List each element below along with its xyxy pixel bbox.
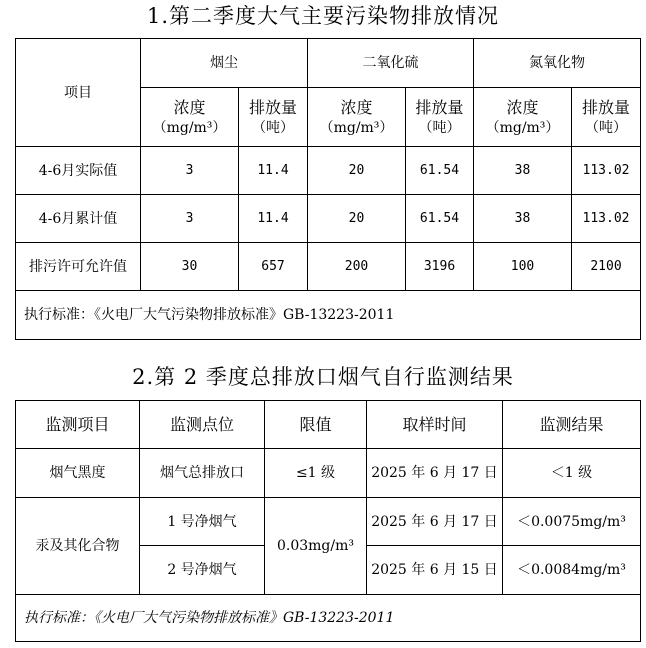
header-item: 监测项目 [16,401,140,449]
group-header-so2: 二氧化硫 [308,39,474,88]
group-header-dust: 烟尘 [141,39,308,88]
cell: 3 [141,147,239,195]
cell-item: 烟气黑度 [16,449,140,498]
cell-time: 2025 年 6 月 17 日 [367,449,503,498]
cell-result: ＜0.0084mg/m³ [503,546,641,595]
cell: 113.02 [572,147,641,195]
standard-note: 执行标准：《火电厂大气污染物排放标准》GB-13223-2011 [16,291,641,340]
header-point: 监测点位 [140,401,265,449]
cell-limit: ≤1 级 [265,449,367,498]
cell-result: ＜1 级 [503,449,641,498]
cell: 113.02 [572,195,641,243]
emissions-table [15,38,641,340]
table-row [16,498,641,546]
header-limit: 限值 [265,401,367,449]
cell-time: 2025 年 6 月 15 日 [367,546,503,595]
header-result: 监测结果 [503,401,641,449]
cell-point: 烟气总排放口 [140,449,265,498]
emis-header-dust: 排放量 （吨） [239,88,308,147]
cell: 61.54 [406,195,474,243]
cell: 30 [141,243,239,291]
cell: 2100 [572,243,641,291]
conc-header-dust: 浓度 （mg/m³） [141,88,239,147]
table-row [16,195,641,243]
monitoring-table [15,400,641,642]
section1-title: 1.第二季度大气主要污染物排放情况 [146,4,500,28]
row-label: 4-6月累计值 [16,195,141,243]
cell-item: 汞及其化合物 [16,498,140,595]
section2-title: 2.第 2 季度总排放口烟气自行监测结果 [132,365,514,389]
cell: 38 [474,195,572,243]
cell: 11.4 [239,147,308,195]
cell-point: 2 号净烟气 [140,546,265,595]
cell: 20 [308,195,406,243]
table-row [16,147,641,195]
emis-header-nox: 排放量 （吨） [572,88,641,147]
cell: 3196 [406,243,474,291]
emis-header-so2: 排放量 （吨） [406,88,474,147]
cell: 200 [308,243,406,291]
cell-result: ＜0.0075mg/m³ [503,498,641,546]
cell: 3 [141,195,239,243]
cell-time: 2025 年 6 月 17 日 [367,498,503,546]
cell: 61.54 [406,147,474,195]
cell: 11.4 [239,195,308,243]
header-time: 取样时间 [367,401,503,449]
cell: 657 [239,243,308,291]
cell: 100 [474,243,572,291]
cell-point: 1 号净烟气 [140,498,265,546]
cell: 20 [308,147,406,195]
standard-note: 执行标准：《火电厂大气污染物排放标准》GB-13223-2011 [16,595,641,642]
table-row [16,243,641,291]
conc-header-nox: 浓度 （mg/m³） [474,88,572,147]
row-label: 排污许可允许值 [16,243,141,291]
table-row [16,449,641,498]
item-header: 项目 [16,39,141,147]
group-header-nox: 氮氧化物 [474,39,641,88]
cell-limit: 0.03mg/m³ [265,498,367,595]
cell: 38 [474,147,572,195]
row-label: 4-6月实际值 [16,147,141,195]
conc-header-so2: 浓度 （mg/m³） [308,88,406,147]
